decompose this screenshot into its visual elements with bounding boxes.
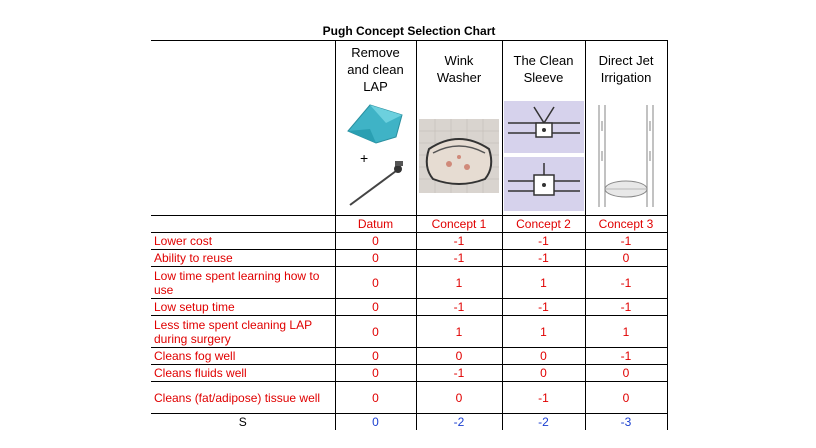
score-cell: -1	[502, 299, 585, 316]
sum-cell: -2	[416, 414, 502, 431]
score-cell: 0	[335, 267, 416, 299]
drape-and-laparoscope-illustration	[340, 101, 412, 211]
score-cell: 1	[502, 316, 585, 348]
score-cell: -1	[585, 299, 667, 316]
score-cell: 0	[335, 233, 416, 250]
score-cell: 0	[585, 365, 667, 382]
criterion-label: Cleans fog well	[151, 348, 335, 365]
criterion-label: Low setup time	[151, 299, 335, 316]
criterion-label: Lower cost	[151, 233, 335, 250]
criterion-label: Cleans fluids well	[151, 365, 335, 382]
criterion-label: Ability to reuse	[151, 250, 335, 267]
score-cell: 0	[335, 299, 416, 316]
score-cell: 0	[335, 348, 416, 365]
sum-cell: -3	[585, 414, 667, 431]
pugh-chart	[151, 22, 667, 430]
score-cell: 0	[335, 382, 416, 414]
score-cell: 1	[585, 316, 667, 348]
table-row	[151, 365, 667, 382]
table-row	[151, 250, 667, 267]
score-cell: 1	[416, 316, 502, 348]
concept-label-1: Concept 1	[416, 216, 502, 233]
table-row	[151, 233, 667, 250]
clean-sleeve-image	[502, 97, 585, 216]
direct-jet-image	[585, 97, 667, 216]
table-row	[151, 299, 667, 316]
table-row	[151, 348, 667, 365]
score-cell: -1	[585, 267, 667, 299]
score-cell: -1	[416, 299, 502, 316]
column-header-concept-1: Wink Washer	[416, 41, 502, 98]
sum-row	[151, 414, 667, 431]
score-cell: -1	[502, 233, 585, 250]
score-cell: 0	[416, 382, 502, 414]
concept-label-2: Concept 2	[502, 216, 585, 233]
svg-text:+: +	[359, 150, 368, 166]
wink-washer-photo	[419, 119, 499, 193]
wink-washer-image	[416, 97, 502, 216]
score-cell: 0	[335, 365, 416, 382]
score-cell: 0	[585, 382, 667, 414]
score-cell: -1	[416, 365, 502, 382]
score-cell: -1	[585, 348, 667, 365]
table-row	[151, 316, 667, 348]
criterion-label: Cleans (fat/adipose) tissue well	[151, 382, 335, 414]
clean-sleeve-sketch	[504, 101, 584, 211]
score-cell: 0	[416, 348, 502, 365]
column-header-concept-2: The Clean Sleeve	[502, 41, 585, 98]
direct-jet-sketch	[589, 101, 663, 211]
score-cell: -1	[416, 250, 502, 267]
criteria-header-blank	[151, 41, 335, 216]
sum-cell: -2	[502, 414, 585, 431]
score-cell: -1	[416, 233, 502, 250]
table-row	[151, 382, 667, 414]
pugh-table	[151, 22, 668, 430]
score-cell: -1	[502, 382, 585, 414]
score-cell: 0	[502, 348, 585, 365]
chart-title: Pugh Concept Selection Chart	[151, 22, 667, 41]
score-cell: 0	[335, 250, 416, 267]
concept-label-datum: Datum	[335, 216, 416, 233]
score-cell: -1	[502, 250, 585, 267]
sum-label: S	[151, 414, 335, 431]
datum-image	[335, 97, 416, 216]
score-cell: 0	[585, 250, 667, 267]
score-cell: 1	[502, 267, 585, 299]
criterion-label: Less time spent cleaning LAP during surgery	[151, 316, 335, 348]
concept-row-label-blank	[151, 216, 335, 233]
concept-label-3: Concept 3	[585, 216, 667, 233]
sum-cell: 0	[335, 414, 416, 431]
column-header-concept-3: Direct Jet Irrigation	[585, 41, 667, 98]
score-cell: 0	[335, 316, 416, 348]
score-cell: -1	[585, 233, 667, 250]
criterion-label: Low time spent learning how to use	[151, 267, 335, 299]
score-cell: 0	[502, 365, 585, 382]
column-header-datum: Remove and clean LAP	[335, 41, 416, 98]
table-row	[151, 267, 667, 299]
score-cell: 1	[416, 267, 502, 299]
